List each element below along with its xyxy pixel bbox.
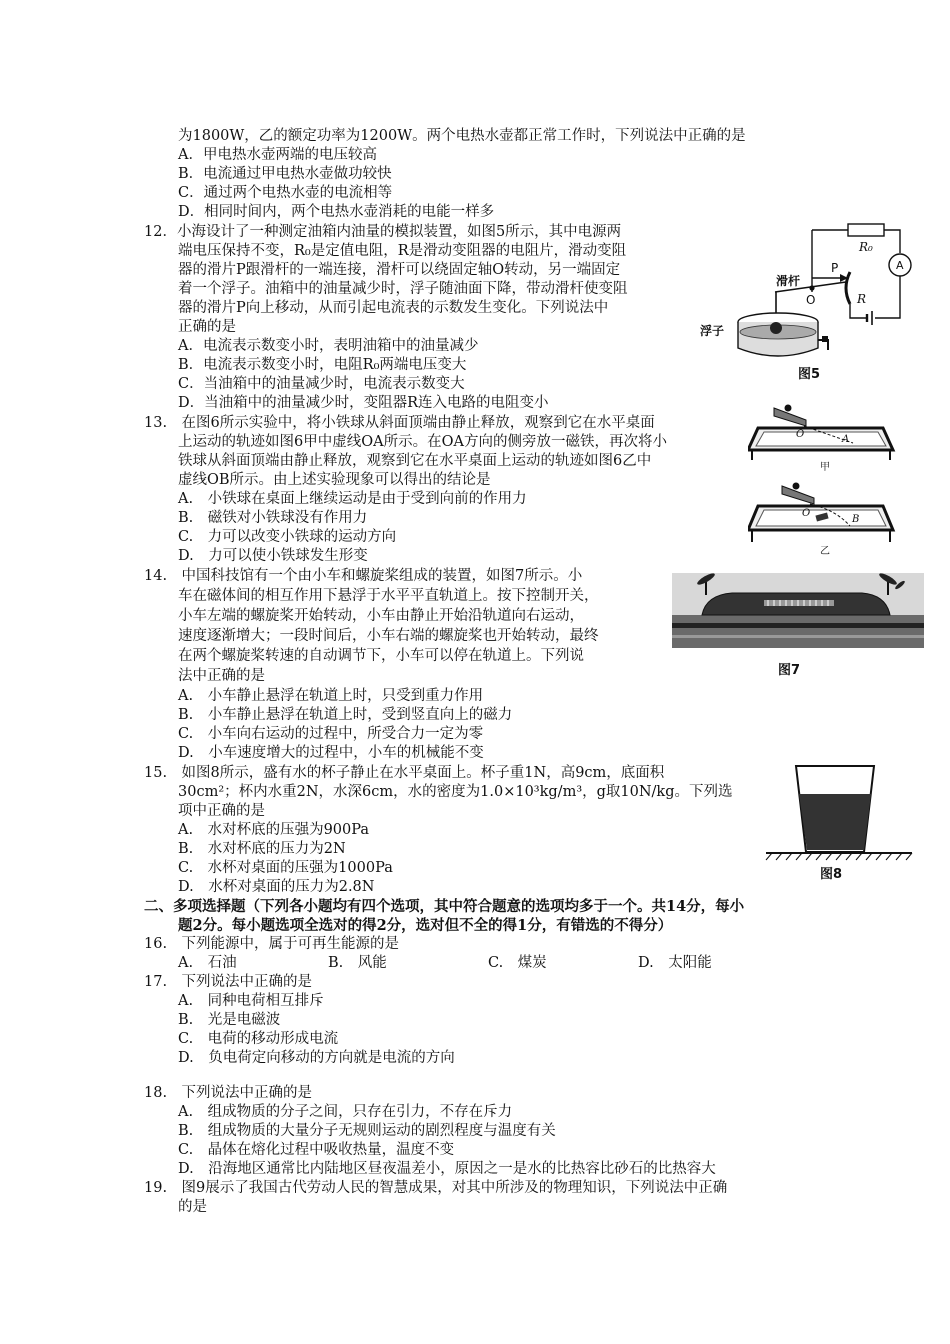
- q12-stem-line-3: 器的滑片P跟滑杆的一端连接，滑杆可以绕固定轴O转动，另一端固定: [178, 262, 621, 278]
- label-b: B: [852, 514, 860, 525]
- q15-option-d: D. 水杯对桌面的压力为2.8N: [178, 879, 375, 895]
- figure-7-caption: 图7: [778, 663, 801, 678]
- water: [799, 794, 871, 850]
- q16-option-b: B. 风能: [328, 955, 387, 971]
- q13-option-a: A. 小铁球在桌面上继续运动是由于受到向前的作用力: [178, 491, 527, 507]
- q16-option-d: D. 太阳能: [638, 955, 712, 971]
- q12-option-a: A．电流表示数变小时，表明油箱中的油量减少: [178, 338, 479, 354]
- q16-stem: 16. 下列能源中，属于可再生能源的是: [144, 936, 400, 952]
- label-r: R: [857, 292, 867, 306]
- q17-option-b: B. 光是电磁波: [178, 1012, 281, 1028]
- q12-stem-line-1: 12．小海设计了一种测定油箱内油量的模拟装置，如图5所示，其中电源两: [144, 224, 622, 240]
- q12-stem-line-6: 正确的是: [178, 319, 236, 335]
- figure-8-water-cup: [764, 760, 914, 882]
- track: [672, 615, 924, 648]
- float-ball: [770, 322, 782, 334]
- q13-stem-line-1: 13. 在图6所示实验中，将小铁球从斜面顶端由静止释放，观察到它在水平桌面: [144, 415, 655, 431]
- q18-stem: 18. 下列说法中正确的是: [144, 1085, 313, 1101]
- q13-stem-line-4: 虚线OB所示。由上述实验现象可以得出的结论是: [178, 472, 491, 488]
- label-float: 浮子: [700, 324, 725, 338]
- q13-option-d: D. 力可以使小铁球发生形变: [178, 548, 368, 564]
- q14-option-c: C. 小车向右运动的过程中，所受合力一定为零: [178, 726, 484, 742]
- q14-option-d: D. 小车速度增大的过程中，小车的机械能不变: [178, 745, 484, 761]
- q17-option-d: D. 负电荷定向移动的方向就是电流的方向: [178, 1050, 455, 1066]
- label-r0: R₀: [859, 240, 873, 254]
- figure-6-iron-ball: [748, 388, 898, 568]
- q12-stem-line-4: 着一个浮子。油箱中的油量减少时，浮子随油面下降，带动滑杆使变阻: [178, 281, 628, 297]
- figure-7-maglev-car: [672, 573, 924, 681]
- q12-stem-line-2: 端电压保持不变，R₀是定值电阻，R是滑动变阻器的电阻片，滑动变阻: [178, 243, 627, 259]
- q12-option-b: B．电流表示数变小时，电阻R₀两端电压变大: [178, 357, 467, 373]
- q17-option-a: A. 同种电荷相互排斥: [178, 993, 324, 1009]
- q12-stem-line-5: 器的滑片P向上移动，从而引起电流表的示数发生变化。下列说法中: [178, 300, 609, 316]
- q19-stem-line-2: 的是: [178, 1199, 207, 1215]
- label-jia: 甲: [820, 462, 830, 473]
- q12-option-d: D．当油箱中的油量减少时，变阻器R连入电路的电阻变小: [178, 395, 549, 411]
- label-o-yi: O: [802, 508, 811, 519]
- variable-resistor-r: [846, 272, 850, 304]
- q13-option-c: C. 力可以改变小铁球的运动方向: [178, 529, 397, 545]
- q18-option-c: C. 晶体在熔化过程中吸收热量，温度不变: [178, 1142, 455, 1158]
- q16-option-a: A. 石油: [178, 955, 237, 971]
- q16-option-c: C. 煤炭: [488, 955, 547, 971]
- label-a: A: [842, 434, 850, 445]
- q15-stem-line-3: 项中正确的是: [178, 803, 265, 819]
- section-2-title-line-2: 题2分。每小题选项全选对的得2分，选对但不全的得1分，有错选的不得分）: [178, 917, 673, 934]
- q15-option-a: A. 水对杯底的压强为900Pa: [178, 822, 370, 838]
- q14-stem-line-5: 在两个螺旋桨转速的自动调节下，小车可以停在轨道上。下列说: [178, 648, 584, 664]
- q18-option-a: A. 组成物质的分子之间，只存在引力，不存在斥力: [178, 1104, 513, 1120]
- q14-stem-line-2: 车在磁体间的相互作用下悬浮于水平平直轨道上。按下控制开关，: [178, 588, 599, 604]
- q11-option-a: A．甲电热水壶两端的电压较高: [178, 147, 377, 163]
- label-o: O: [806, 293, 816, 307]
- q15-stem-line-2: 30cm²；杯内水重2N，水深6cm，水的密度为1.0×10³kg/m³，g取10N/kg。下列选: [178, 784, 733, 800]
- q15-option-c: C. 水杯对桌面的压强为1000Pa: [178, 860, 393, 876]
- figure-5-oil-gauge: [700, 222, 920, 384]
- section-2-title-line-1: 二、多项选择题（下列各小题均有四个选项，其中符合题意的选项均多于一个。共14分，每小: [144, 898, 745, 915]
- q14-stem-line-4: 速度逐渐增大；一段时间后，小车右端的螺旋桨也开始转动，最终: [178, 628, 599, 644]
- q14-stem-line-6: 法中正确的是: [178, 668, 265, 684]
- q14-option-b: B. 小车静止悬浮在轨道上时，受到竖直向上的磁力: [178, 707, 513, 723]
- q17-option-c: C. 电荷的移动形成电流: [178, 1031, 339, 1047]
- q18-option-d: D. 沿海地区通常比内陆地区昼夜温差小，原因之一是水的比热容比砂石的比热容大: [178, 1161, 716, 1177]
- q14-stem-line-1: 14. 中国科技馆有一个由小车和螺旋桨组成的装置，如图7所示。小: [144, 568, 583, 584]
- q11-option-d: D．相同时间内，两个电热水壶消耗的电能一样多: [178, 204, 495, 220]
- q15-stem-line-1: 15. 如图8所示，盛有水的杯子静止在水平桌面上。杯子重1N，高9cm，底面积: [144, 765, 665, 781]
- q11-option-b: B．电流通过甲电热水壶做功较快: [178, 166, 392, 182]
- q17-stem: 17. 下列说法中正确的是: [144, 974, 313, 990]
- figure-5-caption: 图5: [798, 367, 821, 382]
- q13-stem-line-3: 铁球从斜面顶端由静止释放，观察到它在水平桌面上运动的轨迹如图6乙中: [178, 453, 652, 469]
- label-o-jia: O: [796, 429, 805, 440]
- q13-stem-line-2: 上运动的轨迹如图6甲中虚线OA所示。在OA方向的侧旁放一磁铁，再次将小: [178, 434, 667, 450]
- q15-option-b: B. 水对杯底的压力为2N: [178, 841, 346, 857]
- label-p: P: [831, 261, 839, 275]
- label-yi: 乙: [820, 546, 830, 557]
- q19-stem-line-1: 19. 图9展示了我国古代劳动人民的智慧成果，对其中所涉及的物理知识，下列说法中正确: [144, 1180, 728, 1196]
- q14-stem-line-3: 小车左端的螺旋桨开始转动，小车由静止开始沿轨道向右运动，: [178, 608, 584, 624]
- q13-option-b: B. 磁铁对小铁球没有作用力: [178, 510, 368, 526]
- q12-option-c: C．当油箱中的油量减少时，电流表示数变大: [178, 376, 465, 392]
- label-rod: 滑杆: [776, 274, 801, 288]
- q14-option-a: A. 小车静止悬浮在轨道上时，只受到重力作用: [178, 688, 484, 704]
- label-ammeter: A: [896, 259, 904, 272]
- q18-option-b: B. 组成物质的大量分子无规则运动的剧烈程度与温度有关: [178, 1123, 556, 1139]
- figure-8-caption: 图8: [820, 867, 843, 882]
- resistor-r0: [848, 224, 884, 236]
- q11-stem-line: 为1800W，乙的额定功率为1200W。两个电热水壶都正常工作时，下列说法中正确的是: [178, 128, 746, 144]
- q11-option-c: C．通过两个电热水壶的电流相等: [178, 185, 393, 201]
